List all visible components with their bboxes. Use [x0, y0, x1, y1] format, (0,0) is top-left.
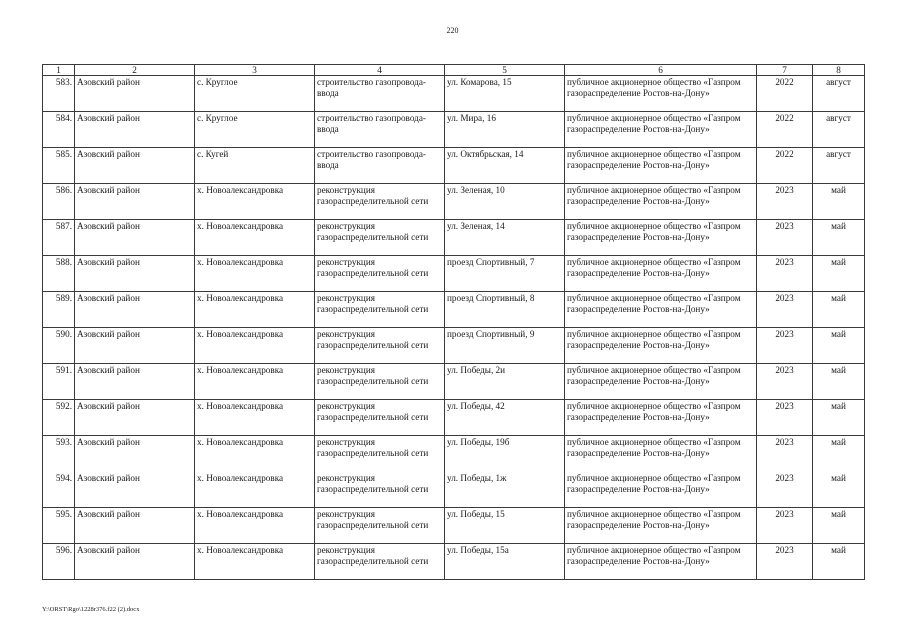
row-number: 586.: [43, 184, 75, 220]
settlement-cell: х. Новоалександровка: [195, 328, 315, 364]
table-row: [43, 328, 865, 364]
work-type-cell: реконструкция газораспределительной сети: [315, 184, 445, 220]
registry-table: [42, 64, 865, 580]
column-header: 7: [757, 65, 813, 76]
owner-cell: публичное акционерное общество «Газпром газораспределение Ростов-на-Дону»: [565, 400, 757, 436]
month-cell: май: [813, 184, 865, 220]
footer-file-path: Y:\ORST\Rgo\1228r376.f22 (2).docx: [42, 606, 140, 613]
month-cell: май: [813, 544, 865, 580]
work-type-cell: реконструкция газораспределительной сети: [315, 472, 445, 508]
year-cell: 2023: [757, 256, 813, 292]
address-cell: ул. Победы, 42: [445, 400, 565, 436]
year-cell: 2023: [757, 364, 813, 400]
year-cell: 2023: [757, 472, 813, 508]
work-type-cell: реконструкция газораспределительной сети: [315, 400, 445, 436]
year-cell: 2022: [757, 148, 813, 184]
owner-cell: публичное акционерное общество «Газпром газораспределение Ростов-на-Дону»: [565, 364, 757, 400]
month-cell: май: [813, 292, 865, 328]
owner-cell: публичное акционерное общество «Газпром газораспределение Ростов-на-Дону»: [565, 184, 757, 220]
owner-cell: публичное акционерное общество «Газпром газораспределение Ростов-на-Дону»: [565, 220, 757, 256]
table-row: [43, 76, 865, 112]
table-row: [43, 436, 865, 472]
row-number: 587.: [43, 220, 75, 256]
owner-cell: публичное акционерное общество «Газпром газораспределение Ростов-на-Дону»: [565, 76, 757, 112]
address-cell: ул. Мира, 16: [445, 112, 565, 148]
owner-cell: публичное акционерное общество «Газпром газораспределение Ростов-на-Дону»: [565, 292, 757, 328]
address-cell: проезд Спортивный, 8: [445, 292, 565, 328]
month-cell: май: [813, 400, 865, 436]
settlement-cell: с. Круглое: [195, 112, 315, 148]
column-header: 5: [445, 65, 565, 76]
column-header: 4: [315, 65, 445, 76]
row-number: 585.: [43, 148, 75, 184]
address-cell: ул. Победы, 19б: [445, 436, 565, 472]
row-number: 591.: [43, 364, 75, 400]
year-cell: 2023: [757, 328, 813, 364]
work-type-cell: строительство газопровода-ввода: [315, 112, 445, 148]
address-cell: ул. Октябрьская, 14: [445, 148, 565, 184]
row-number: 596.: [43, 544, 75, 580]
column-header: 3: [195, 65, 315, 76]
year-cell: 2023: [757, 220, 813, 256]
column-header: 1: [43, 65, 75, 76]
month-cell: май: [813, 256, 865, 292]
column-header: 8: [813, 65, 865, 76]
month-cell: май: [813, 508, 865, 544]
header-row: [43, 65, 865, 76]
owner-cell: публичное акционерное общество «Газпром газораспределение Ростов-на-Дону»: [565, 256, 757, 292]
month-cell: май: [813, 220, 865, 256]
district-cell: Азовский район: [75, 436, 195, 472]
settlement-cell: с. Круглое: [195, 76, 315, 112]
address-cell: ул. Комарова, 15: [445, 76, 565, 112]
settlement-cell: х. Новоалександровка: [195, 220, 315, 256]
settlement-cell: х. Новоалександровка: [195, 292, 315, 328]
row-number: 595.: [43, 508, 75, 544]
district-cell: Азовский район: [75, 184, 195, 220]
month-cell: август: [813, 148, 865, 184]
row-number: 583.: [43, 76, 75, 112]
address-cell: ул. Победы, 15а: [445, 544, 565, 580]
table-row: [43, 544, 865, 580]
row-number: 588.: [43, 256, 75, 292]
year-cell: 2023: [757, 184, 813, 220]
table-row: [43, 220, 865, 256]
table-row: [43, 184, 865, 220]
district-cell: Азовский район: [75, 112, 195, 148]
settlement-cell: х. Новоалександровка: [195, 544, 315, 580]
year-cell: 2023: [757, 292, 813, 328]
year-cell: 2022: [757, 112, 813, 148]
work-type-cell: реконструкция газораспределительной сети: [315, 364, 445, 400]
month-cell: август: [813, 76, 865, 112]
month-cell: май: [813, 364, 865, 400]
owner-cell: публичное акционерное общество «Газпром газораспределение Ростов-на-Дону»: [565, 148, 757, 184]
row-number: 589.: [43, 292, 75, 328]
row-number: 594.: [43, 472, 75, 508]
settlement-cell: с. Кугей: [195, 148, 315, 184]
owner-cell: публичное акционерное общество «Газпром газораспределение Ростов-на-Дону»: [565, 328, 757, 364]
month-cell: август: [813, 112, 865, 148]
table-row: [43, 364, 865, 400]
table-row: [43, 256, 865, 292]
address-cell: ул. Победы, 1ж: [445, 472, 565, 508]
district-cell: Азовский район: [75, 508, 195, 544]
address-cell: проезд Спортивный, 7: [445, 256, 565, 292]
settlement-cell: х. Новоалександровка: [195, 256, 315, 292]
district-cell: Азовский район: [75, 148, 195, 184]
address-cell: ул. Зеленая, 10: [445, 184, 565, 220]
settlement-cell: х. Новоалександровка: [195, 184, 315, 220]
table-row: [43, 148, 865, 184]
year-cell: 2023: [757, 508, 813, 544]
year-cell: 2022: [757, 76, 813, 112]
column-header: 2: [75, 65, 195, 76]
row-number: 584.: [43, 112, 75, 148]
owner-cell: публичное акционерное общество «Газпром газораспределение Ростов-на-Дону»: [565, 508, 757, 544]
row-number: 592.: [43, 400, 75, 436]
district-cell: Азовский район: [75, 400, 195, 436]
table-body: [43, 76, 865, 580]
settlement-cell: х. Новоалександровка: [195, 400, 315, 436]
address-cell: ул. Победы, 15: [445, 508, 565, 544]
district-cell: Азовский район: [75, 220, 195, 256]
year-cell: 2023: [757, 436, 813, 472]
owner-cell: публичное акционерное общество «Газпром газораспределение Ростов-на-Дону»: [565, 544, 757, 580]
owner-cell: публичное акционерное общество «Газпром газораспределение Ростов-на-Дону»: [565, 436, 757, 472]
table-row: [43, 292, 865, 328]
work-type-cell: реконструкция газораспределительной сети: [315, 544, 445, 580]
district-cell: Азовский район: [75, 256, 195, 292]
district-cell: Азовский район: [75, 472, 195, 508]
table-row: [43, 508, 865, 544]
work-type-cell: строительство газопровода-ввода: [315, 76, 445, 112]
owner-cell: публичное акционерное общество «Газпром газораспределение Ростов-на-Дону»: [565, 112, 757, 148]
row-number: 590.: [43, 328, 75, 364]
district-cell: Азовский район: [75, 76, 195, 112]
settlement-cell: х. Новоалександровка: [195, 472, 315, 508]
month-cell: май: [813, 328, 865, 364]
work-type-cell: реконструкция газораспределительной сети: [315, 508, 445, 544]
work-type-cell: реконструкция газораспределительной сети: [315, 328, 445, 364]
settlement-cell: х. Новоалександровка: [195, 508, 315, 544]
row-number: 593.: [43, 436, 75, 472]
column-header: 6: [565, 65, 757, 76]
work-type-cell: реконструкция газораспределительной сети: [315, 256, 445, 292]
district-cell: Азовский район: [75, 544, 195, 580]
district-cell: Азовский район: [75, 328, 195, 364]
page-number: 220: [446, 26, 459, 35]
address-cell: ул. Зеленая, 14: [445, 220, 565, 256]
month-cell: май: [813, 436, 865, 472]
table-row: [43, 400, 865, 436]
district-cell: Азовский район: [75, 364, 195, 400]
work-type-cell: реконструкция газораспределительной сети: [315, 292, 445, 328]
address-cell: ул. Победы, 2и: [445, 364, 565, 400]
month-cell: май: [813, 472, 865, 508]
table-row: [43, 472, 865, 508]
work-type-cell: реконструкция газораспределительной сети: [315, 436, 445, 472]
district-cell: Азовский район: [75, 292, 195, 328]
address-cell: проезд Спортивный, 9: [445, 328, 565, 364]
year-cell: 2023: [757, 544, 813, 580]
work-type-cell: реконструкция газораспределительной сети: [315, 220, 445, 256]
settlement-cell: х. Новоалександровка: [195, 436, 315, 472]
year-cell: 2023: [757, 400, 813, 436]
settlement-cell: х. Новоалександровка: [195, 364, 315, 400]
table-row: [43, 112, 865, 148]
owner-cell: публичное акционерное общество «Газпром газораспределение Ростов-на-Дону»: [565, 472, 757, 508]
work-type-cell: строительство газопровода-ввода: [315, 148, 445, 184]
